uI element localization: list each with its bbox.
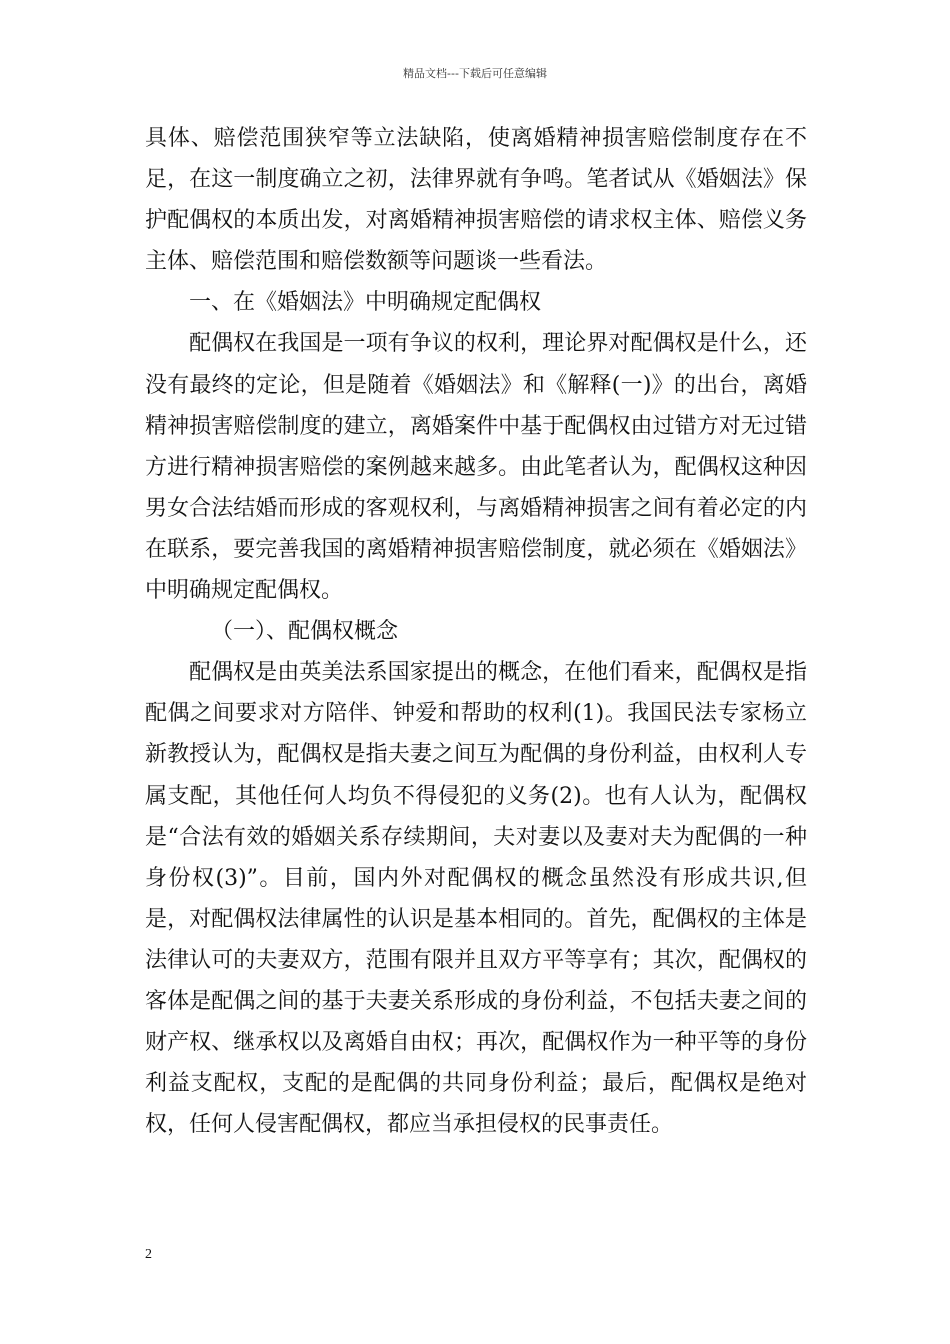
page-number: 2: [145, 1247, 152, 1262]
page-header: 精品文档---下载后可任意编辑: [403, 67, 547, 80]
paragraph-continuation: 具体、赔偿范围狭窄等立法缺陷，使离婚精神损害赔偿制度存在不足，在这一制度确立之初，法律界就有争鸣。笔者试从《婚姻法》保护配偶权的本质出发，对离婚精神损害赔偿的请求权主体、赔偿义务主体、赔偿范围和赔偿数额等问题谈一些看法。: [145, 126, 807, 275]
subsection-heading: （一）、配偶权概念: [211, 619, 399, 645]
section-heading: 一、在《婚姻法》中明确规定配偶权: [189, 290, 542, 316]
paragraph-concept: 配偶权是由英美法系国家提出的概念，在他们看来，配偶权是指配偶之间要求对方陪伴、钟爱和帮助的权利(1)。我国民法专家杨立新教授认为，配偶权是指夫妻之间互为配偶的身份利益，由权利人专属支配，其他任何人均负不得侵犯的义务(2)。也有人认为，配偶权是“合法有效的婚姻关系存续期间，夫对妻以及妻对夫为配偶的一种身份权(3)”。目前，国内外对配偶权的概念虽然没有形成共识,但是，对配偶权法律属性的认识是基本相同的。首先，配偶权的主体是法律认可的夫妻双方，范围有限并且双方平等享有；其次，配偶权的客体是配偶之间的基于夫妻关系形成的身份利益，不包括夫妻之间的财产权、继承权以及离婚自由权；再次，配偶权作为一种平等的身份利益支配权，支配的是配偶的共同身份利益；最后，配偶权是绝对权，任何人侵害配偶权，都应当承担侵权的民事责任。: [145, 660, 807, 1138]
paragraph-spousal-right: 配偶权在我国是一项有争议的权利，理论界对配偶权是什么，还没有最终的定论，但是随着《婚姻法》和《解释(一)》的出台，离婚精神损害赔偿制度的建立，离婚案件中基于配偶权由过错方对无过错方进行精神损害赔偿的案例越来越多。由此笔者认为，配偶权这种因男女合法结婚而形成的客观权利，与离婚精神损害之间有着必定的内在联系，要完善我国的离婚精神损害赔偿制度，就必须在《婚姻法》中明确规定配偶权。: [145, 331, 807, 604]
document-body: [145, 118, 807, 1145]
